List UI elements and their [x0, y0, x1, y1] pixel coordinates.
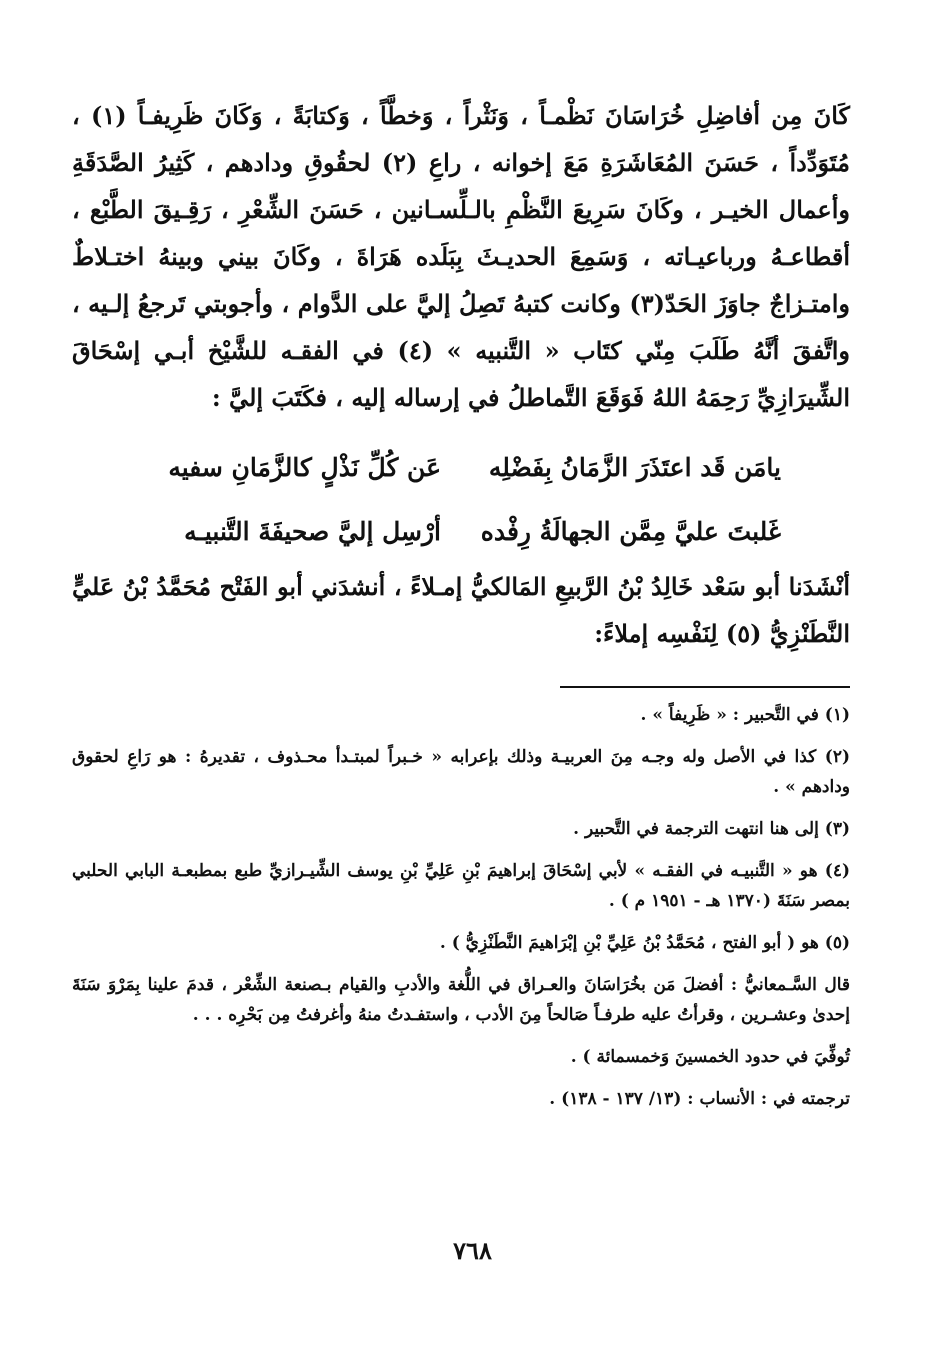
page-number: ٧٦٨: [453, 1236, 492, 1265]
poem-hemistich-first: غَلبتَ عليَّ مِمَّن الجهالَةُ رِفْده: [480, 516, 781, 546]
poem: [72, 435, 850, 563]
poem-line: [72, 499, 850, 563]
poem-hemistich-first: يامَن قَد اعتَذَرَ الزَّمَانُ بِفَضْلِه: [488, 452, 781, 482]
footnotes: [72, 700, 850, 1126]
footnote-5-quote: قال السَّـمعانيُّ : أفضلَ مَن بخُرَاسَانَ والعـراق في اللُّغة والأدبِ والقيام بـصنعة الشِّعْر ، قدمَ علينا بِمَرْوَ سَنَةَ إحدىٰ وعشـرين ، وقرأتُ عليه طرفـاً صَالحاً مِنَ الأدب ، واستفـدتُ منهُ وأغرفتُ مِن بَحْرِه . . .: [72, 975, 850, 1025]
footnote-5-source: ترجمته في : الأنساب : (١٣/ ١٣٧ - ١٣٨) .: [549, 1089, 850, 1109]
footnote-divider: [560, 686, 850, 688]
paragraph-biography: كَانَ مِن أفاضِلِ خُرَاسَانَ نَظْمـاً ، وَنَثْراً ، وَخطَّاً ، وَكتابَةً ، وَكَانَ ظَرِيفـاً (١) ، مُتَوَدِّداً ، حَسَنَ المُعَاشَرَةِ مَعَ إخوانه ، راعِ (٢) لحقُوقِ ودادهم ، كَثِيرُ الصَّدَقَةِ وأعمال الخيـر ، وكَانَ سَرِيعَ النَّظْمِ بالـلِّسـانين ، حَسَنَ الشِّعْرِ ، رَقِـيقَ الطَّبْع ، أقطاعـهُ ورباعيـاته ، وَسَمِعَ الحديـثَ بِبَلَده هَرَاةَ ، وكَانَ بيني وبينهُ اختـلاطٌ وامتـزاجٌ جاوَزَ الحَدّ(٣) وكانت كتبهُ تَصِلُ إليَّ على الدَّوام ، وأجوبتي تَرجعُ إلـيه ، واتَّفقَ أنَّهُ طَلَبَ مِنّي كتَاب « التَّنبيه » (٤) في الفقـه للشَّيْخ أبـي إسْحَاقَ الشِّيرَازِيِّ رَحِمَهُ اللهُ فَوَقَعَ التَّماطلُ في إرساله إليه ، فكَتَبَ إليَّ :: [72, 101, 850, 412]
footnote-3: (٣) إلى هنا انتهت الترجمة في التَّحبير .: [573, 819, 850, 839]
main-text: [72, 92, 850, 657]
footnote-1: (١) في التَّحبير : « ظَرِيفاً » .: [640, 705, 850, 725]
poem-hemistich-second: أرْسِل إليَّ صحيفَةَ التَّنبيـه: [184, 516, 441, 546]
poem-hemistich-second: عَن كُلِّ نَذْلٍ كالزَّمَانِ سفيه: [168, 452, 441, 482]
footnote-2: (٢) كذا في الأصل وله وجـه مِنَ العربيـة وذلك بإعرابه « خـبراً لمبتـدأ محـذوف ، تقديرهُ : هو رَاعِ لحقوق ودادهم » .: [72, 747, 850, 797]
footnote-4: (٤) هو « التَّنبيـه في الفقـه » لأبي إسْحَاقَ إبراهيمَ بْنِ عَلِيِّ بْنِ يوسف الشِّيـرازيِّ طبع بمطبعـة البابي الحلبي بمصر سَنَةَ (١٣٧٠ هـ - ١٩٥١ م ) .: [72, 861, 850, 911]
poem-line: [72, 435, 850, 499]
footnote-5: (٥) هو ( أبو الفتح ، مُحَمَّدُ بْنُ عَلِيِّ بْنِ إبْرَاهيمَ النَّطَنْزِيُّ ) .: [439, 933, 850, 953]
paragraph-recitation: أنْشَدَنا أبو سَعْد خَالِدُ بْنُ الرَّبيعِ المَالكيُّ إمـلاءً ، أنشدَني أبو الفَتْح مُحَمَّدُ بْنُ عَليٍّ النَّطَنْزِيُّ (٥) لِنَفْسِه إملاءً:: [72, 572, 850, 648]
footnote-5-death: تُوفِّيَ في حدود الخمسينَ وَخمسمائة ) .: [570, 1047, 850, 1067]
